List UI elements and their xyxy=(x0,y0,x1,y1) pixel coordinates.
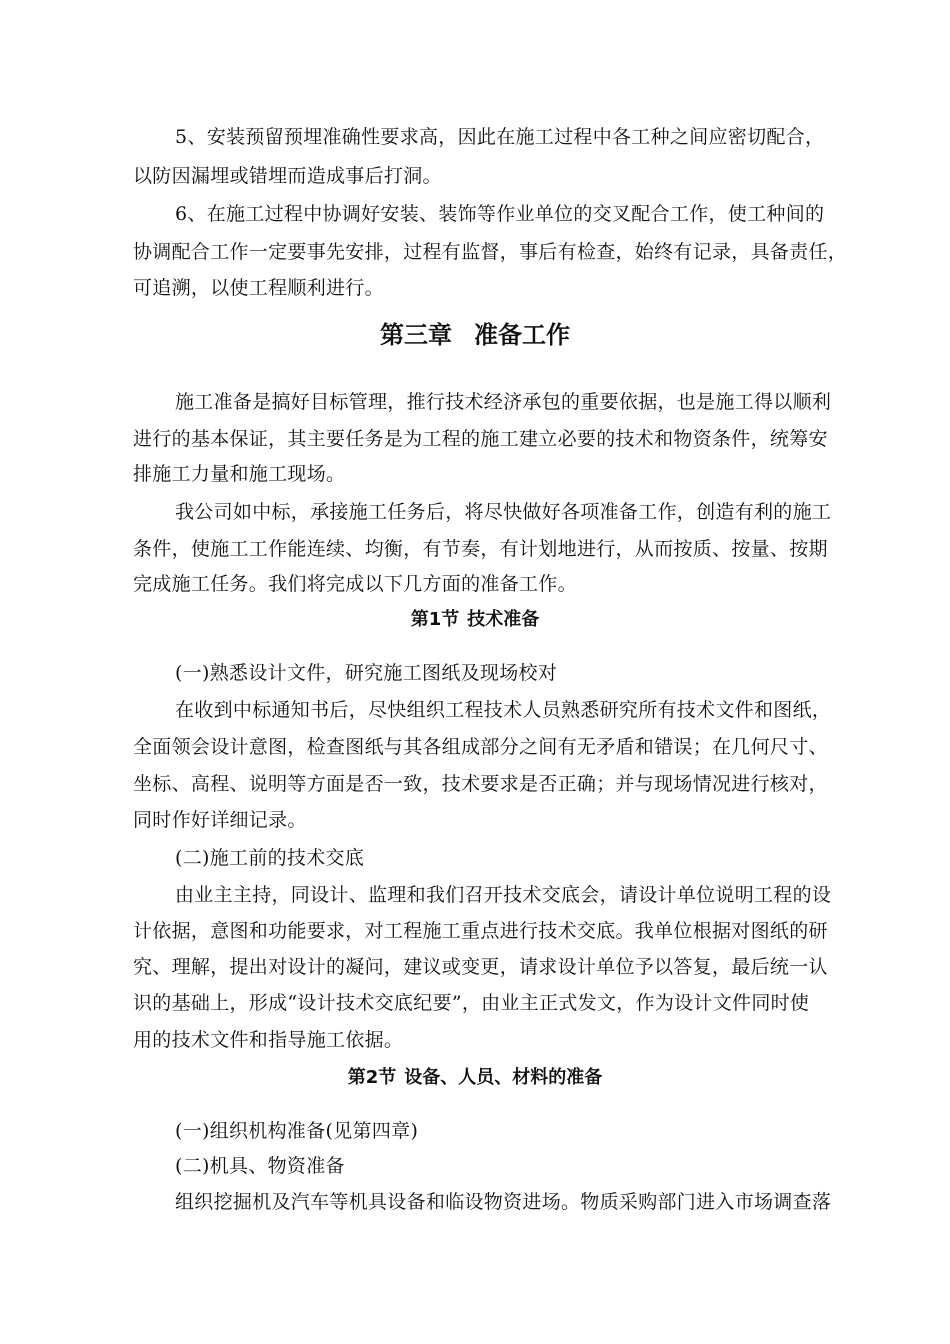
section-number: 第2节 xyxy=(347,1067,397,1088)
text-line: 究、理解，提出对设计的凝问，建议或变更，请求设计单位予以答复，最后统一认 xyxy=(133,956,828,978)
text-line: (二)施工前的技术交底 xyxy=(175,847,365,869)
section-title xyxy=(0,1065,950,1091)
text-line: 可追溯，以使工程顺利进行。 xyxy=(133,277,384,299)
text-line: 坐标、高程、说明等方面是否一致，技术要求是否正确；并与现场情况进行核对， xyxy=(133,773,828,795)
text-line: 施工准备是搞好目标管理，推行技术经济承包的重要依据，也是施工得以顺利 xyxy=(175,391,832,413)
text-line: 6、在施工过程中协调好安装、装饰等作业单位的交叉配合工作，使工种间的 xyxy=(175,203,825,225)
text-line: 我公司如中标，承接施工任务后，将尽快做好各项准备工作，创造有利的施工 xyxy=(175,501,832,523)
text-line: 组织挖掘机及汽车等机具设备和临设物资进场。物质采购部门进入市场调查落 xyxy=(175,1191,832,1213)
section-title xyxy=(0,607,950,633)
text-line: 协调配合工作一定要事先安排，过程有监督，事后有检查，始终有记录，具备责任， xyxy=(133,241,848,263)
text-line: 进行的基本保证，其主要任务是为工程的施工建立必要的技术和物资条件，统筹安 xyxy=(133,428,828,450)
text-line: 5、安装预留预埋准确性要求高，因此在施工过程中各工种之间应密切配合， xyxy=(175,126,825,148)
section-name: 技术准备 xyxy=(467,609,540,630)
text-line: 计依据，意图和功能要求，对工程施工重点进行技术交底。我单位根据对图纸的研 xyxy=(133,920,828,942)
text-line: 完成施工任务。我们将完成以下几方面的准备工作。 xyxy=(133,573,577,595)
text-line: (一)熟悉设计文件，研究施工图纸及现场校对 xyxy=(175,662,558,684)
text-line: 排施工力量和施工现场。 xyxy=(133,463,346,485)
text-line: 由业主主持，同设计、监理和我们召开技术交底会，请设计单位说明工程的设 xyxy=(175,884,832,906)
text-line: (一)组织机构准备(见第四章) xyxy=(175,1120,419,1142)
text-line: 同时作好详细记录。 xyxy=(133,809,307,831)
section-number: 第1节 xyxy=(410,609,460,630)
text-line: 以防因漏埋或错埋而造成事后打洞。 xyxy=(133,165,442,187)
text-line: 条件，使施工工作能连续、均衡，有节奏，有计划地进行，从而按质、按量、按期 xyxy=(133,538,828,560)
text-line: (二)机具、物资准备 xyxy=(175,1155,345,1177)
text-line: 全面领会设计意图，检查图纸与其各组成部分之间有无矛盾和错误；在几何尺寸、 xyxy=(133,736,828,758)
text-line: 识的基础上，形成“设计技术交底纪要”，由业主正式发文，作为设计文件同时使 xyxy=(133,992,810,1014)
section-name: 设备、人员、材料的准备 xyxy=(404,1067,603,1088)
text-line: 用的技术文件和指导施工依据。 xyxy=(133,1029,404,1051)
chapter-number: 第三章 xyxy=(380,321,452,349)
text-line: 在收到中标通知书后，尽快组织工程技术人员熟悉研究所有技术文件和图纸， xyxy=(175,699,832,721)
chapter-name: 准备工作 xyxy=(474,320,570,349)
chapter-title xyxy=(0,319,950,351)
